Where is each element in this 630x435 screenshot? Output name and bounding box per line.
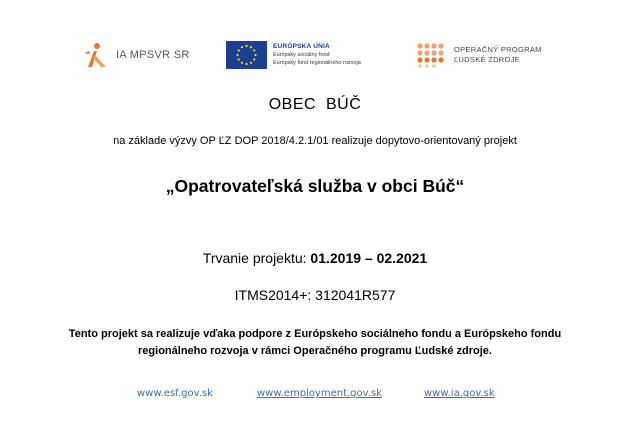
ia-link[interactable]: www.ia.gov.sk [424, 388, 495, 399]
duration-label: Trvanie projektu: [202, 250, 311, 266]
duration-value: 01.2019 – 02.2021 [310, 250, 428, 266]
eu-logo-fund1: Európsky sociálny fond [273, 52, 330, 58]
eu-logo-title: EURÓPSKA ÚNIA [273, 43, 330, 50]
op-logo-line2: ĽUDSKÉ ZDROJE [454, 55, 520, 64]
footer-links [0, 388, 630, 404]
support-line-2: regionálneho rozvoja v rámci Operačného programu Ľudské zdroje. [138, 345, 492, 357]
esf-link[interactable]: www.esf.gov.sk [137, 388, 213, 399]
project-duration [0, 250, 630, 266]
ia-mpsvr-logo [80, 38, 190, 72]
employment-link[interactable]: www.employment.gov.sk [257, 388, 382, 399]
op-logo-line1: OPERAČNÝ PROGRAM [454, 45, 542, 54]
dots-grid-icon [416, 42, 446, 68]
op-lz-logo [416, 38, 542, 72]
support-line-1: Tento projekt sa realizuje vďaka podpore z Európskeho sociálneho fondu a Európskeho fondu [68, 328, 562, 340]
ia-figure-icon [80, 41, 112, 69]
itms-code: ITMS2014+: 312041R577 [234, 287, 396, 303]
eu-logo-fund2: Európsky fond regionálneho rozvoja [273, 60, 361, 66]
municipality-heading: OBEC BÚČ [268, 96, 362, 113]
project-title: „Opatrovateľská služba v obci Búč“ [165, 176, 465, 196]
logo-bar [0, 38, 630, 72]
eu-flag-icon [226, 41, 267, 69]
eu-logo [226, 38, 361, 72]
support-statement [0, 326, 630, 360]
call-statement: na základe výzvy OP ĽZ DOP 2018/4.2.1/01 realizuje dopytovo-orientovaný projekt [113, 135, 517, 147]
ia-logo-text: IA MPSVR SR [116, 49, 190, 61]
